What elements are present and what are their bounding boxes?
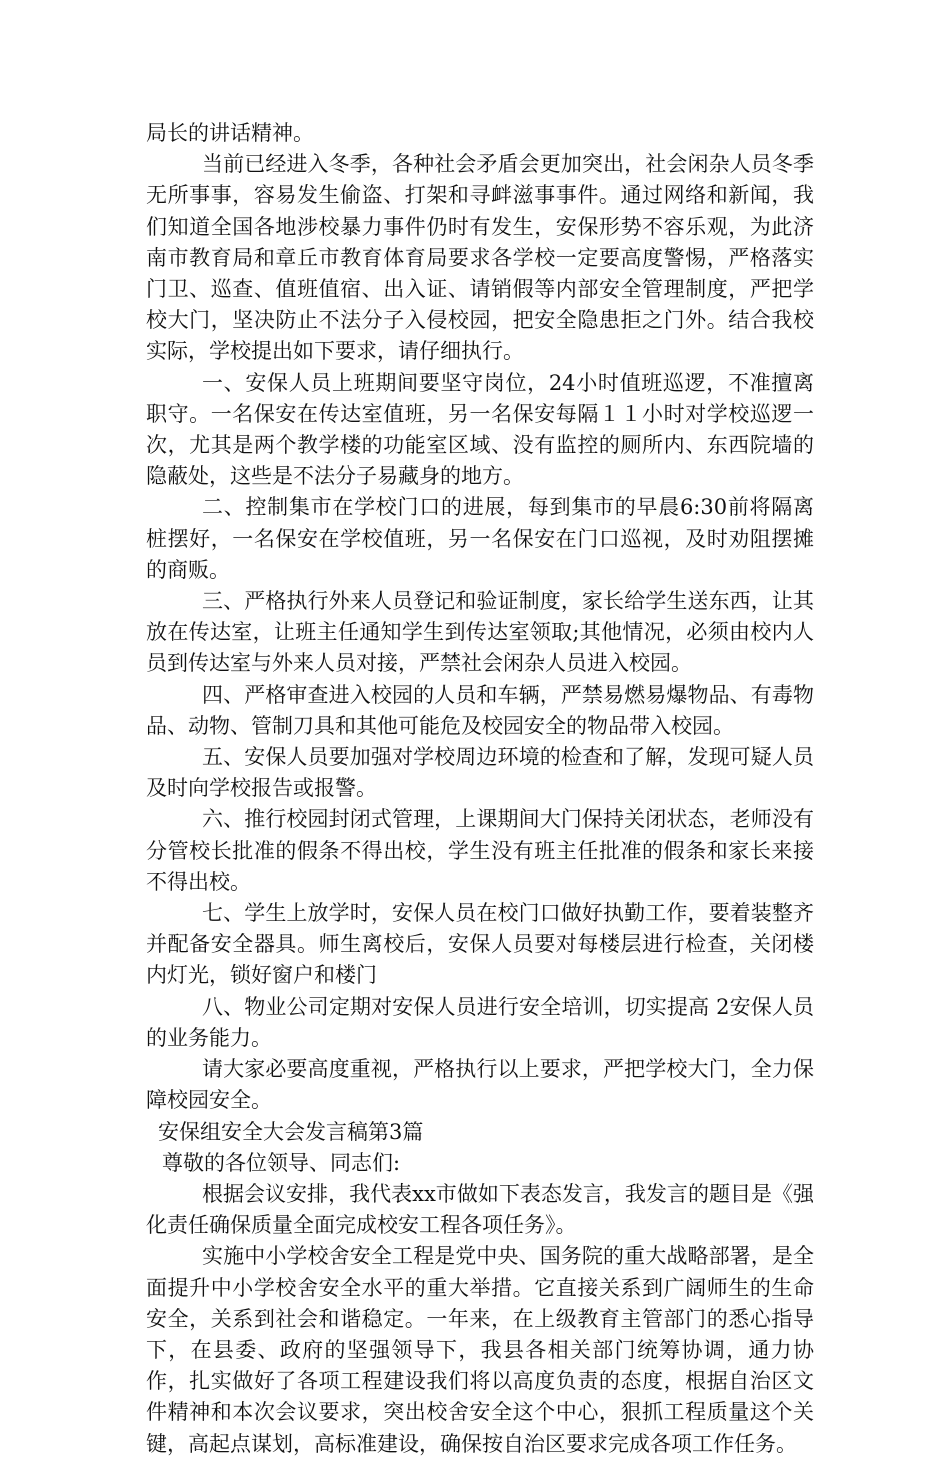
paragraph-rule-4: 四、严格审查进入校园的人员和车辆，严禁易燃易爆物品、有毒物品、动物、管制刀具和其他可能危及校园安全的物品带入校园。 xyxy=(146,682,814,738)
paragraph-rule-8: 八、物业公司定期对安保人员进行安全培训，切实提高 2安保人员的业务能力。 xyxy=(146,994,814,1050)
paragraph-intro-tail: 局长的讲话精神。 xyxy=(146,121,314,145)
paragraph-speech-body: 实施中小学校舍安全工程是党中央、国务院的重大战略部署，是全面提升中小学校舍安全水平的重大举措。它直接关系到广阔师生的生命安全，关系到社会和谐稳定。一年来，在上级教育主管部门的悉心指导下，在县委、政府的坚强领导下，我县各相关部门统筹协调，通力协作，扎实做好了各项工程建设我们将以高度负责的态度，根据自治区文件精神和本次会议要求，突出校舍安全这个中心，狠抓工程质量这个关键，高起点谋划，高标准建设，确保按自治区要求完成各项工作任务。 xyxy=(146,1244,814,1456)
paragraph-rule-6: 六、推行校园封闭式管理，上课期间大门保持关闭状态，老师没有分管校长批准的假条不得出校，学生没有班主任批准的假条和家长来接不得出校。 xyxy=(146,807,814,894)
paragraph-closing: 请大家必要高度重视，严格执行以上要求，严把学校大门，全力保障校园安全。 xyxy=(146,1057,814,1113)
paragraph-rule-5: 五、安保人员要加强对学校周边环境的检查和了解，发现可疑人员及时向学校报告或报警。 xyxy=(146,745,814,801)
section-heading: 安保组安全大会发言稿第3篇 xyxy=(158,1119,424,1144)
paragraph-rule-1: 一、安保人员上班期间要坚守岗位，24小时值班巡逻，不准擅离职守。一名保安在传达室值班，另一名保安每隔１１小时对学校巡逻一次，尤其是两个教学楼的功能室区域、没有监控的厕所内、东西院墙的隐蔽处，这些是不法分子易藏身的地方。 xyxy=(146,370,814,489)
paragraph-rule-3: 三、严格执行外来人员登记和验证制度，家长给学生送东西，让其放在传达室，让班主任通知学生到传达室领取;其他情况，必须由校内人员到传达室与外来人员对接，严禁社会闲杂人员进入校园。 xyxy=(146,589,814,676)
paragraph-winter-context: 当前已经进入冬季，各种社会矛盾会更加突出，社会闲杂人员冬季无所事事，容易发生偷盗、打架和寻衅滋事事件。通过网络和新闻，我们知道全国各地涉校暴力事件仍时有发生，安保形势不容乐观，为此济南市教育局和章丘市教育体育局要求各学校一定要高度警惕，严格落实门卫、巡查、值班值宿、出入证、请销假等内部安全管理制度，严把学校大门，坚决防止不法分子入侵校园，把安全隐患拒之门外。结合我校实际，学校提出如下要求，请仔细执行。 xyxy=(146,152,814,364)
paragraph-rule-7: 七、学生上放学时，安保人员在校门口做好执勤工作，要着装整齐并配备安全器具。师生离校后，安保人员要对每楼层进行检查，关闭楼内灯光，锁好窗户和楼门 xyxy=(146,901,814,988)
paragraph-speech-topic: 根据会议安排，我代表xx市做如下表态发言，我发言的题目是《强化责任确保质量全面完成校安工程各项任务》。 xyxy=(146,1181,814,1238)
paragraph-rule-2: 二、控制集市在学校门口的进展，每到集市的早晨6:30前将隔离桩摆好，一名保安在学校值班，另一名保安在门口巡视，及时劝阻摆摊的商贩。 xyxy=(146,495,814,582)
document-body xyxy=(146,118,814,1460)
salutation: 尊敬的各位领导、同志们: xyxy=(162,1150,401,1175)
